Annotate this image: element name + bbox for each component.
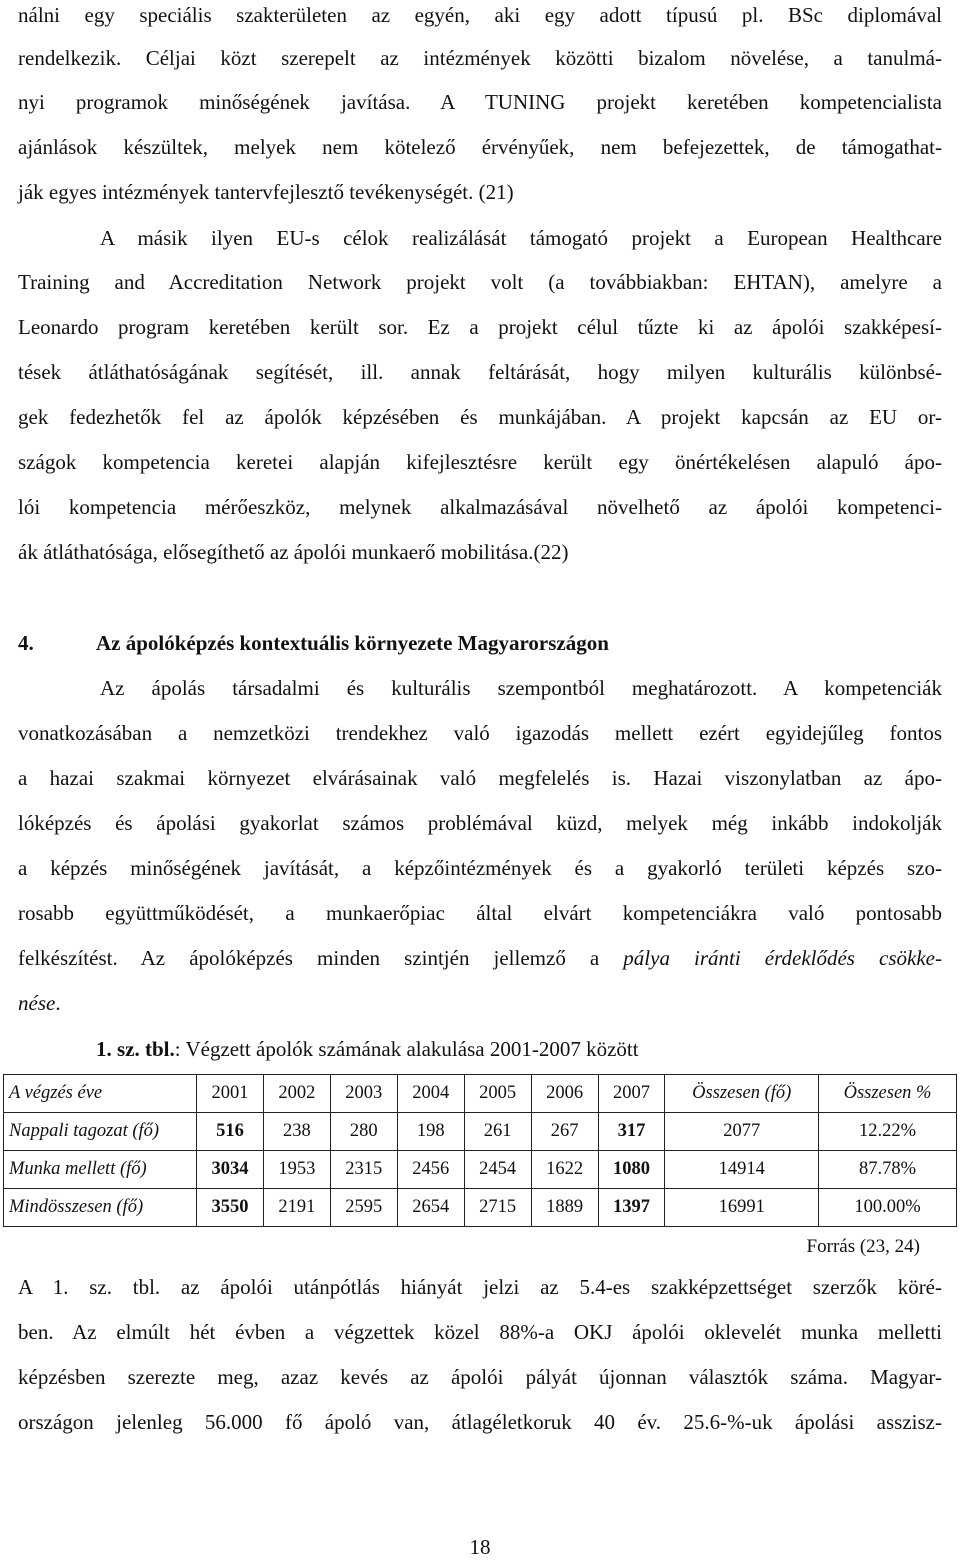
- table-cell: 261: [464, 1113, 531, 1151]
- table-cell: 280: [330, 1113, 397, 1151]
- emphasis-text: pálya iránti érdeklődés csökke-: [623, 946, 942, 970]
- table-header-cell: 2001: [197, 1075, 264, 1113]
- text-line: országon jelenleg 56.000 fő ápoló van, átlagéletkoruk 40 év. 25.6-%-uk ápolási asszisz-: [18, 1410, 942, 1434]
- table-cell: 317: [598, 1113, 665, 1151]
- table-cell: 238: [263, 1113, 330, 1151]
- table-row: [4, 1113, 957, 1151]
- text-line: lói kompetencia mérőeszköz, melynek alkalmazásával növelhető az ápolói kompetenci-: [18, 495, 942, 519]
- table-cell: 2715: [464, 1189, 531, 1227]
- table-cell: 3550: [197, 1189, 264, 1227]
- table-cell: 16991: [665, 1189, 819, 1227]
- table-cell: 2077: [665, 1113, 819, 1151]
- text-line: ák átláthatósága, elősegíthető az ápolói munkaerő mobilitása.(22): [18, 540, 569, 564]
- text-line: rendelkezik. Céljai közt szerepelt az intézmények közötti bizalom növelése, a tanulmá-: [18, 46, 942, 70]
- table-cell: 3034: [197, 1151, 264, 1189]
- text-line: szágok kompetencia keretei alapján kifejlesztésre került egy önértékelésen alapuló ápo-: [18, 450, 942, 474]
- text-span: .: [55, 991, 61, 1015]
- emphasis-text: nése: [18, 991, 56, 1015]
- section-number: 4.: [18, 631, 34, 655]
- table-header-cell: 2007: [598, 1075, 665, 1113]
- table-row-label: Munka mellett (fő): [4, 1151, 197, 1189]
- text-line: Training and Accreditation Network projekt volt (a továbbiakban: EHTAN), amelyre a: [18, 270, 942, 294]
- table-caption-label: 1. sz. tbl.: [96, 1037, 175, 1061]
- text-line: képzésben szerezte meg, azaz kevés az ápolói pályát újonnan választók száma. Magyar-: [18, 1365, 942, 1389]
- table-cell: 2595: [330, 1189, 397, 1227]
- table-row-label: Nappali tagozat (fő): [4, 1113, 197, 1151]
- section-heading: [18, 628, 942, 658]
- page-number: 18: [469, 1535, 491, 1559]
- text-line: gek fedezhetők fel az ápolók képzésében és munkájában. A projekt kapcsán az EU or-: [18, 405, 942, 429]
- table-cell: 2315: [330, 1151, 397, 1189]
- table-header-cell: 2003: [330, 1075, 397, 1113]
- text-line: rosabb együttműködését, a munkaerőpiac által elvárt kompetenciákra való pontosabb: [18, 901, 942, 925]
- text-line: nyi programok minőségének javítása. A TUNING projekt keretében kompetencialista: [18, 90, 942, 114]
- text-span: felkészítést. Az ápolóképzés minden szintjén jellemző a: [18, 946, 624, 970]
- text-line: a képzés minőségének javítását, a képzőintézmények és a gyakorló területi képzés szo-: [18, 856, 942, 880]
- text-line: ben. Az elmúlt hét évben a végzettek közel 88%-a OKJ ápolói oklevelét munka melletti: [18, 1320, 942, 1344]
- table-cell: 87.78%: [819, 1151, 957, 1189]
- text-line: ajánlások készültek, melyek nem kötelező érvényűek, nem befejezettek, de támogathat-: [18, 135, 942, 159]
- table-header-cell: 2005: [464, 1075, 531, 1113]
- table-cell: 1080: [598, 1151, 665, 1189]
- table-row: [4, 1189, 957, 1227]
- table-cell: 2454: [464, 1151, 531, 1189]
- table-header-cell: A végzés éve: [4, 1075, 197, 1113]
- table-caption: [96, 1034, 639, 1064]
- table-cell: 1622: [531, 1151, 598, 1189]
- table-source: Forrás (23, 24): [806, 1236, 920, 1257]
- text-line: a hazai szakmai környezet elvárásainak való megfelelés is. Hazai viszonylatban az ápo-: [18, 766, 942, 790]
- table-cell: 1889: [531, 1189, 598, 1227]
- text-line: nálni egy speciális szakterületen az egyén, aki egy adott típusú pl. BSc diplomával: [18, 3, 942, 27]
- table-cell: 1953: [263, 1151, 330, 1189]
- table-header-row: [4, 1075, 957, 1113]
- table-row: [4, 1151, 957, 1189]
- table-caption-text: : Végzett ápolók számának alakulása 2001-2007 között: [174, 1037, 639, 1061]
- table-cell: 100.00%: [819, 1189, 957, 1227]
- table-row-label: Mindösszesen (fő): [4, 1189, 197, 1227]
- section-title: Az ápolóképzés kontextuális környezete Magyarországon: [96, 631, 609, 655]
- table-cell: 14914: [665, 1151, 819, 1189]
- text-line: Leonardo program keretében került sor. Ez a projekt célul tűzte ki az ápolói szakképesí-: [18, 315, 942, 339]
- table-cell: 12.22%: [819, 1113, 957, 1151]
- table-cell: 2456: [397, 1151, 464, 1189]
- text-line: A 1. sz. tbl. az ápolói utánpótlás hiányát jelzi az 5.4-es szakképzettséget szerzők köré-: [18, 1275, 942, 1299]
- table-cell: 516: [197, 1113, 264, 1151]
- table-cell: 267: [531, 1113, 598, 1151]
- table-cell: 2654: [397, 1189, 464, 1227]
- text-line: tések átláthatóságának segítését, ill. annak feltárását, hogy milyen kulturális különbsé-: [18, 360, 942, 384]
- text-line: ják egyes intézmények tantervfejlesztő tevékenységét. (21): [18, 180, 514, 204]
- text-line: Az ápolás társadalmi és kulturális szempontból meghatározott. A kompetenciák: [100, 676, 942, 700]
- text-line: A másik ilyen EU-s célok realizálását támogató projekt a European Healthcare: [100, 226, 942, 250]
- table-header-cell: Összesen %: [819, 1075, 957, 1113]
- table-header-cell: Összesen (fő): [665, 1075, 819, 1113]
- table-header-cell: 2002: [263, 1075, 330, 1113]
- table-header-cell: 2004: [397, 1075, 464, 1113]
- table-cell: 198: [397, 1113, 464, 1151]
- graduates-table: [3, 1074, 957, 1227]
- text-line: vonatkozásában a nemzetközi trendekhez való igazodás mellett ezért egyidejűleg fontos: [18, 721, 942, 745]
- text-line: [18, 988, 942, 1018]
- text-line: lóképzés és ápolási gyakorlat számos problémával küzd, melyek még inkább indokolják: [18, 811, 942, 835]
- table-cell: 1397: [598, 1189, 665, 1227]
- table-header-cell: 2006: [531, 1075, 598, 1113]
- table-cell: 2191: [263, 1189, 330, 1227]
- text-line: [18, 943, 942, 973]
